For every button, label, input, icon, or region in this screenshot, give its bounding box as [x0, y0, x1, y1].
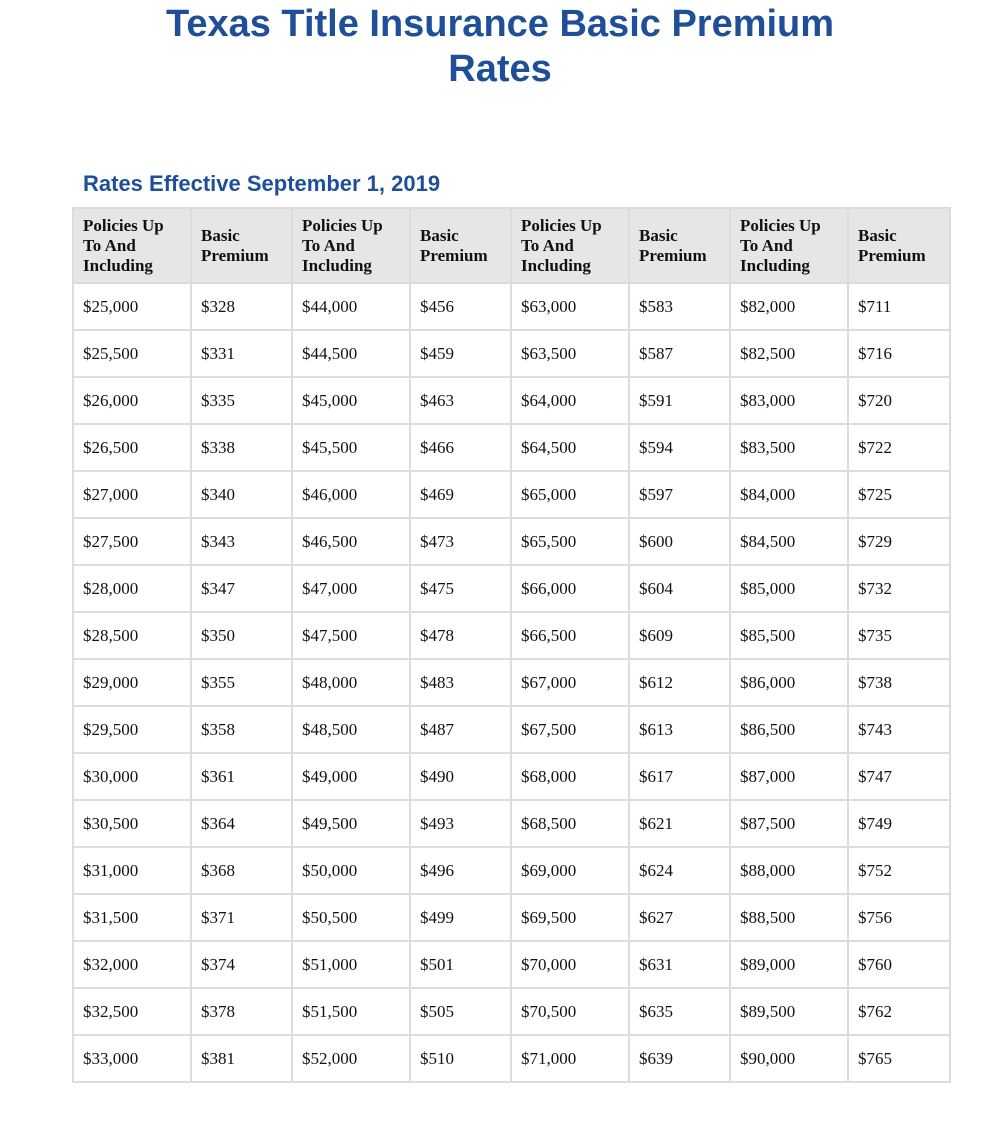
policy-amount-cell: $51,000: [292, 941, 410, 988]
column-header-text: Basic: [858, 225, 897, 245]
policy-amount-cell: $44,000: [292, 283, 410, 330]
basic-premium-cell: $597: [629, 471, 730, 518]
policy-amount-cell: $64,500: [511, 424, 629, 471]
table-row: [73, 988, 950, 1035]
basic-premium-cell: $600: [629, 518, 730, 565]
policy-amount-cell: $31,500: [73, 894, 191, 941]
column-header-text: To And: [302, 235, 355, 255]
table-row: [73, 659, 950, 706]
policy-amount-cell: $29,000: [73, 659, 191, 706]
basic-premium-cell: $738: [848, 659, 950, 706]
column-header-text: To And: [521, 235, 574, 255]
basic-premium-cell: $604: [629, 565, 730, 612]
policy-amount-cell: $68,000: [511, 753, 629, 800]
table-row: [73, 471, 950, 518]
table-row: [73, 706, 950, 753]
basic-premium-cell: $487: [410, 706, 511, 753]
policy-amount-cell: $71,000: [511, 1035, 629, 1082]
basic-premium-cell: $591: [629, 377, 730, 424]
basic-premium-cell: $331: [191, 330, 292, 377]
policy-amount-cell: $25,500: [73, 330, 191, 377]
table-row: [73, 800, 950, 847]
basic-premium-cell: $729: [848, 518, 950, 565]
policy-amount-cell: $66,500: [511, 612, 629, 659]
basic-premium-cell: $756: [848, 894, 950, 941]
policy-amount-cell: $87,000: [730, 753, 848, 800]
basic-premium-cell: $340: [191, 471, 292, 518]
policy-amount-cell: $30,500: [73, 800, 191, 847]
basic-premium-cell: $343: [191, 518, 292, 565]
policy-amount-cell: $49,500: [292, 800, 410, 847]
policy-amount-cell: $89,000: [730, 941, 848, 988]
column-header-text: Policies Up: [302, 215, 383, 235]
rates-effective-heading: Rates Effective September 1, 2019: [83, 171, 441, 196]
table-row: [73, 518, 950, 565]
basic-premium-cell: $475: [410, 565, 511, 612]
basic-premium-cell: $725: [848, 471, 950, 518]
basic-premium-cell: $732: [848, 565, 950, 612]
policy-amount-cell: $83,500: [730, 424, 848, 471]
table-row: [73, 894, 950, 941]
basic-premium-cell: $374: [191, 941, 292, 988]
basic-premium-cell: $609: [629, 612, 730, 659]
policy-amount-cell: $63,000: [511, 283, 629, 330]
column-header-text: Premium: [639, 245, 707, 265]
policy-amount-cell: $89,500: [730, 988, 848, 1035]
basic-premium-cell: $368: [191, 847, 292, 894]
basic-premium-cell: $456: [410, 283, 511, 330]
basic-premium-cell: $350: [191, 612, 292, 659]
policy-amount-cell: $46,500: [292, 518, 410, 565]
basic-premium-cell: $466: [410, 424, 511, 471]
policy-amount-cell: $47,500: [292, 612, 410, 659]
basic-premium-cell: $624: [629, 847, 730, 894]
basic-premium-cell: $469: [410, 471, 511, 518]
table-header: [73, 208, 950, 283]
policy-amount-cell: $63,500: [511, 330, 629, 377]
column-header-basic-premium: [629, 208, 730, 283]
policy-amount-cell: $82,500: [730, 330, 848, 377]
policy-amount-cell: $86,000: [730, 659, 848, 706]
basic-premium-cell: $371: [191, 894, 292, 941]
basic-premium-cell: $347: [191, 565, 292, 612]
basic-premium-cell: $711: [848, 283, 950, 330]
policy-amount-cell: $28,500: [73, 612, 191, 659]
column-header-text: Policies Up: [521, 215, 602, 235]
policy-amount-cell: $50,500: [292, 894, 410, 941]
column-header-basic-premium: [191, 208, 292, 283]
column-header-text: Including: [521, 255, 591, 275]
basic-premium-cell: $381: [191, 1035, 292, 1082]
policy-amount-cell: $88,500: [730, 894, 848, 941]
policy-amount-cell: $51,500: [292, 988, 410, 1035]
column-header-text: Including: [740, 255, 810, 275]
basic-premium-cell: $749: [848, 800, 950, 847]
policy-amount-cell: $84,000: [730, 471, 848, 518]
policy-amount-cell: $84,500: [730, 518, 848, 565]
basic-premium-cell: $747: [848, 753, 950, 800]
basic-premium-cell: $328: [191, 283, 292, 330]
header-row: [73, 208, 950, 283]
basic-premium-cell: $762: [848, 988, 950, 1035]
policy-amount-cell: $65,000: [511, 471, 629, 518]
table-body: [73, 283, 950, 1082]
policy-amount-cell: $26,500: [73, 424, 191, 471]
basic-premium-cell: $459: [410, 330, 511, 377]
column-header-text: To And: [83, 235, 136, 255]
column-header-basic-premium: [410, 208, 511, 283]
basic-premium-cell: $765: [848, 1035, 950, 1082]
policy-amount-cell: $28,000: [73, 565, 191, 612]
basic-premium-cell: $505: [410, 988, 511, 1035]
policy-amount-cell: $44,500: [292, 330, 410, 377]
column-header-policy-amount: [511, 208, 629, 283]
policy-amount-cell: $52,000: [292, 1035, 410, 1082]
policy-amount-cell: $69,000: [511, 847, 629, 894]
table-row: [73, 1035, 950, 1082]
basic-premium-cell: $587: [629, 330, 730, 377]
policy-amount-cell: $48,500: [292, 706, 410, 753]
policy-amount-cell: $50,000: [292, 847, 410, 894]
rates-table: [72, 207, 951, 1083]
basic-premium-cell: $493: [410, 800, 511, 847]
policy-amount-cell: $82,000: [730, 283, 848, 330]
column-header-text: Including: [83, 255, 153, 275]
policy-amount-cell: $46,000: [292, 471, 410, 518]
basic-premium-cell: $510: [410, 1035, 511, 1082]
basic-premium-cell: $335: [191, 377, 292, 424]
page-title: [100, 2, 900, 92]
basic-premium-cell: $355: [191, 659, 292, 706]
basic-premium-cell: $478: [410, 612, 511, 659]
policy-amount-cell: $64,000: [511, 377, 629, 424]
policy-amount-cell: $83,000: [730, 377, 848, 424]
basic-premium-cell: $760: [848, 941, 950, 988]
basic-premium-cell: $378: [191, 988, 292, 1035]
basic-premium-cell: $621: [629, 800, 730, 847]
basic-premium-cell: $716: [848, 330, 950, 377]
policy-amount-cell: $31,000: [73, 847, 191, 894]
basic-premium-cell: $752: [848, 847, 950, 894]
table-row: [73, 612, 950, 659]
basic-premium-cell: $483: [410, 659, 511, 706]
basic-premium-cell: $463: [410, 377, 511, 424]
column-header-text: Policies Up: [83, 215, 164, 235]
policy-amount-cell: $27,000: [73, 471, 191, 518]
table-row: [73, 377, 950, 424]
policy-amount-cell: $68,500: [511, 800, 629, 847]
policy-amount-cell: $49,000: [292, 753, 410, 800]
basic-premium-cell: $338: [191, 424, 292, 471]
basic-premium-cell: $583: [629, 283, 730, 330]
basic-premium-cell: $364: [191, 800, 292, 847]
basic-premium-cell: $631: [629, 941, 730, 988]
basic-premium-cell: $501: [410, 941, 511, 988]
basic-premium-cell: $635: [629, 988, 730, 1035]
page-title-line1: Texas Title Insurance Basic Premium: [165, 3, 835, 45]
column-header-text: Premium: [858, 245, 926, 265]
policy-amount-cell: $67,000: [511, 659, 629, 706]
table-row: [73, 424, 950, 471]
table-row: [73, 753, 950, 800]
basic-premium-cell: $496: [410, 847, 511, 894]
column-header-text: Basic: [420, 225, 459, 245]
table-row: [73, 330, 950, 377]
basic-premium-cell: $361: [191, 753, 292, 800]
policy-amount-cell: $85,500: [730, 612, 848, 659]
basic-premium-cell: $594: [629, 424, 730, 471]
policy-amount-cell: $87,500: [730, 800, 848, 847]
policy-amount-cell: $86,500: [730, 706, 848, 753]
column-header-basic-premium: [848, 208, 950, 283]
basic-premium-cell: $627: [629, 894, 730, 941]
column-header-text: Basic: [639, 225, 678, 245]
policy-amount-cell: $25,000: [73, 283, 191, 330]
column-header-policy-amount: [292, 208, 410, 283]
policy-amount-cell: $70,000: [511, 941, 629, 988]
column-header-text: Premium: [201, 245, 269, 265]
policy-amount-cell: $27,500: [73, 518, 191, 565]
policy-amount-cell: $32,000: [73, 941, 191, 988]
table-row: [73, 565, 950, 612]
column-header-text: To And: [740, 235, 793, 255]
column-header-text: Policies Up: [740, 215, 821, 235]
column-header-text: Basic: [201, 225, 240, 245]
policy-amount-cell: $88,000: [730, 847, 848, 894]
table-row: [73, 847, 950, 894]
policy-amount-cell: $33,000: [73, 1035, 191, 1082]
basic-premium-cell: $743: [848, 706, 950, 753]
policy-amount-cell: $26,000: [73, 377, 191, 424]
basic-premium-cell: $499: [410, 894, 511, 941]
policy-amount-cell: $65,500: [511, 518, 629, 565]
basic-premium-cell: $720: [848, 377, 950, 424]
policy-amount-cell: $69,500: [511, 894, 629, 941]
basic-premium-cell: $735: [848, 612, 950, 659]
basic-premium-cell: $722: [848, 424, 950, 471]
basic-premium-cell: $490: [410, 753, 511, 800]
policy-amount-cell: $48,000: [292, 659, 410, 706]
policy-amount-cell: $67,500: [511, 706, 629, 753]
column-header-policy-amount: [730, 208, 848, 283]
column-header-policy-amount: [73, 208, 191, 283]
basic-premium-cell: $617: [629, 753, 730, 800]
column-header-text: Including: [302, 255, 372, 275]
policy-amount-cell: $70,500: [511, 988, 629, 1035]
policy-amount-cell: $47,000: [292, 565, 410, 612]
basic-premium-cell: $473: [410, 518, 511, 565]
policy-amount-cell: $90,000: [730, 1035, 848, 1082]
policy-amount-cell: $29,500: [73, 706, 191, 753]
basic-premium-cell: $358: [191, 706, 292, 753]
policy-amount-cell: $30,000: [73, 753, 191, 800]
page-title-line2: Rates: [448, 48, 552, 90]
policy-amount-cell: $85,000: [730, 565, 848, 612]
policy-amount-cell: $32,500: [73, 988, 191, 1035]
basic-premium-cell: $639: [629, 1035, 730, 1082]
policy-amount-cell: $66,000: [511, 565, 629, 612]
policy-amount-cell: $45,000: [292, 377, 410, 424]
basic-premium-cell: $613: [629, 706, 730, 753]
basic-premium-cell: $612: [629, 659, 730, 706]
column-header-text: Premium: [420, 245, 488, 265]
table-row: [73, 283, 950, 330]
policy-amount-cell: $45,500: [292, 424, 410, 471]
table-row: [73, 941, 950, 988]
